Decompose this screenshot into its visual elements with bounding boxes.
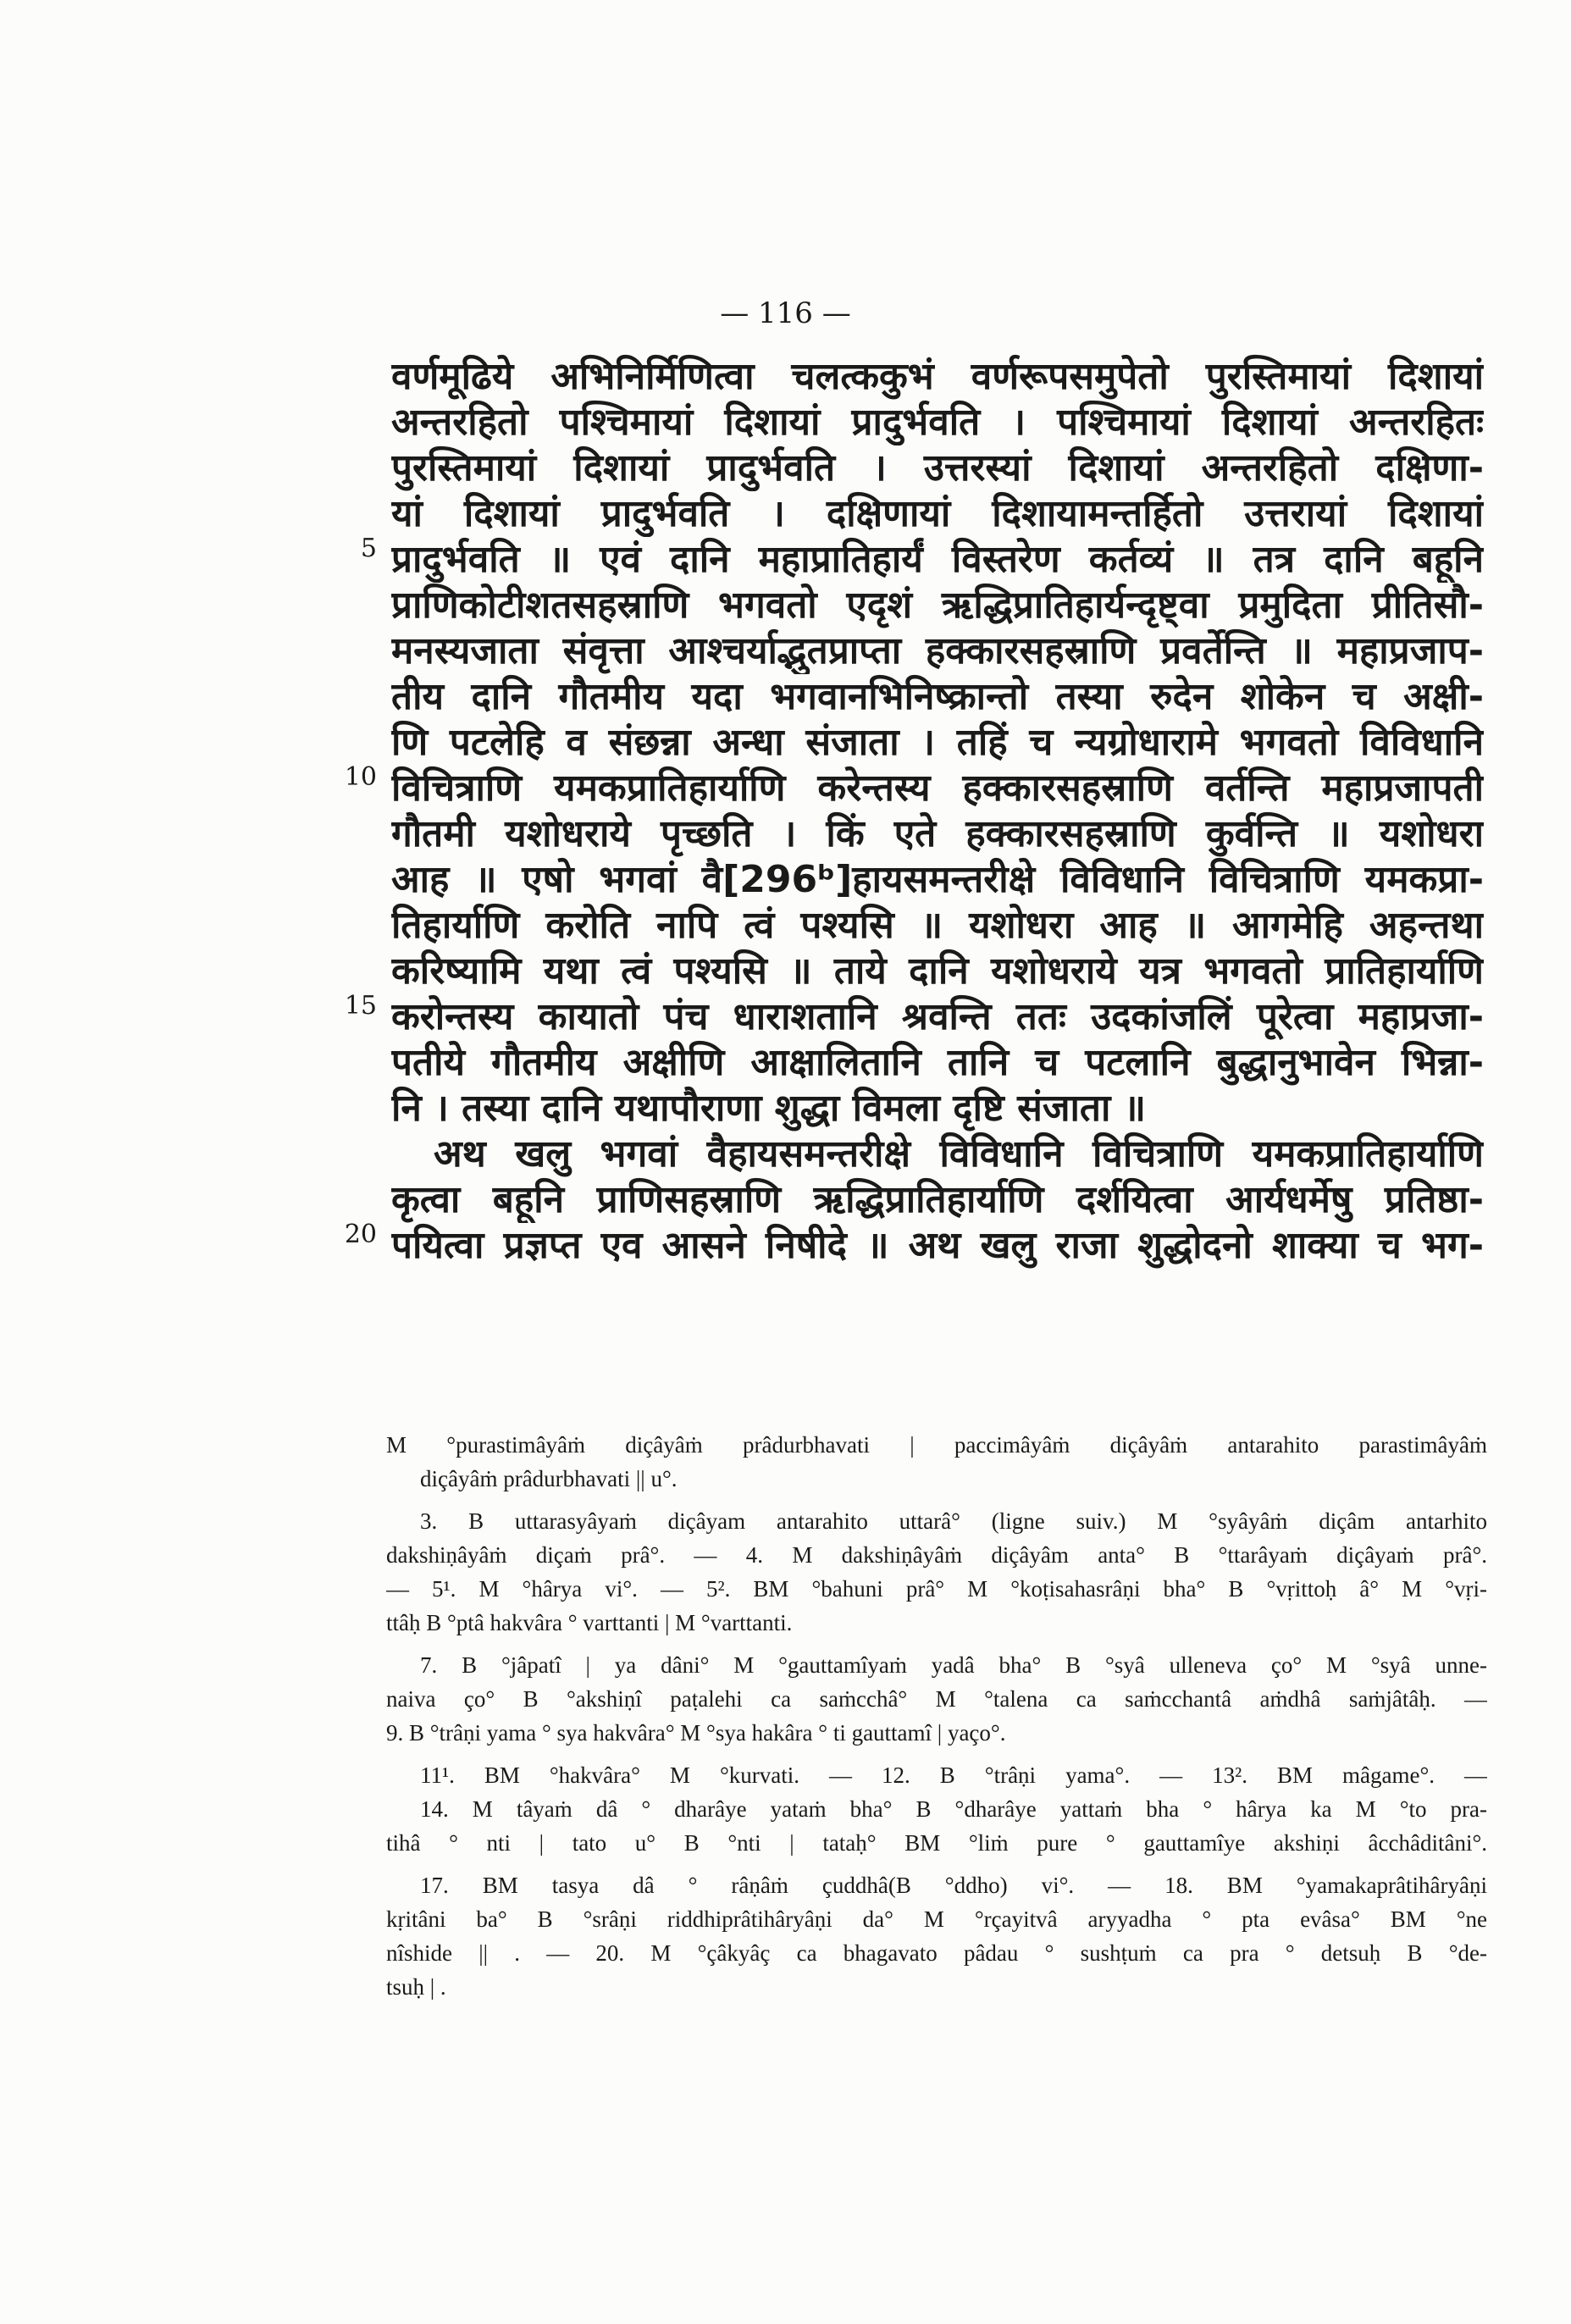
footnote-line: tihâ ° nti | tato u° B °nti | tataḥ° BM °liṁ pure ° gauttamîye akshiṇi âcchâditâni°.	[386, 1830, 1487, 1856]
footnote-line: naiva ço° B °akshiṇî paṭalehi ca saṁcchâ° M °talena ca saṁcchantâ aṁdhâ saṁjâtâḥ. —	[386, 1686, 1487, 1712]
footnote-line: 17. BM tasya dâ ° râṇâṁ çuddhâ(B °ddho) vi°. — 18. BM °yamakaprâtihâryâṇi	[420, 1873, 1487, 1898]
text-line-5: प्रादुर्भवति ॥ एवं दानि महाप्रातिहार्यं विस्तरेण कर्तव्यं ॥ तत्र दानि बहूनि	[391, 538, 1484, 581]
page-number: — 116 —	[720, 296, 851, 330]
footnote-line: diçâyâṁ prâdurbhavati || u°.	[420, 1466, 678, 1491]
footnote-line: 14. M tâyaṁ dâ ° dharâye yataṁ bha° B °dharâye yattaṁ bha ° hârya ka M °to pra-	[420, 1796, 1487, 1822]
text-line-13: तिहार्याणि करोति नापि त्वं पश्यसि ॥ यशोधरा आह ॥ आगमेहि अहन्तथा	[391, 904, 1484, 947]
text-line-14: करिष्यामि यथा त्वं पश्यसि ॥ ताये दानि यशोधराये यत्र भगवतो प्रातिहार्याणि	[391, 949, 1484, 993]
text-line-15: करोन्तस्य कायातो पंच धाराशतानि श्रवन्ति ततः उदकांजलिं पूरेत्वा महाप्रजा-	[391, 995, 1484, 1038]
sanskrit-text-block	[391, 354, 1484, 1269]
text-line-11: गौतमी यशोधराये पृच्छति । किं एते हक्कारसहस्राणि कुर्वन्ति ॥ यशोधरा	[391, 812, 1484, 855]
text-line-12: आह ॥ एषो भगवां वै[296ᵇ]हायसमन्तरीक्षे विविधानि विचित्राणि यमकप्रा-	[391, 858, 1484, 901]
text-line-19: कृत्वा बहूनि प्राणिसहस्राणि ऋद्धिप्रातिहार्याणि दर्शयित्वा आर्यधर्मेषु प्रतिष्ठा-	[391, 1178, 1484, 1221]
footnote-line: dakshiṇâyâṁ diçaṁ prâ°. — 4. M dakshiṇâyâṁ diçâyâm anta° B °ttarâyaṁ diçâyaṁ prâ°.	[386, 1542, 1487, 1568]
text-line-9: णि पटलेहि व संछन्ना अन्धा संजाता । तहिं च न्यग्रोधारामे भगवतो विविधानि	[391, 721, 1484, 764]
footnote-line: 3. B uttarasyâyaṁ diçâyam antarahito uttarâ° (ligne suiv.) M °syâyâṁ diçâm antarhito	[420, 1508, 1487, 1534]
text-line-2: अन्तरहितो पश्चिमायां दिशायां प्रादुर्भवति । पश्चिमायां दिशायां अन्तरहितः	[391, 401, 1484, 444]
line-number-15: 15	[344, 991, 377, 1021]
footnote-line: nîshide || . — 20. M °çâkyâç ca bhagavato pâdau ° sushṭuṁ ca pra ° detsuḥ B °de-	[386, 1940, 1487, 1966]
footnote-line: 7. B °jâpatî | ya dâni° M °gauttamîyaṁ yadâ bha° B °syâ ulleneva ço° M °syâ unne-	[420, 1652, 1487, 1678]
line-number-20: 20	[344, 1220, 377, 1249]
text-line-3: पुरस्तिमायां दिशायां प्रादुर्भवति । उत्तरस्यां दिशायां अन्तरहितो दक्षिणा-	[391, 446, 1484, 490]
text-line-10: विचित्राणि यमकप्रातिहार्याणि करेन्तस्य हक्कारसहस्राणि वर्तन्ति महाप्रजापती	[391, 766, 1484, 810]
text-line-17: नि । तस्या दानि यथापौराणा शुद्धा विमला दृष्टि संजाता ॥	[391, 1087, 1147, 1130]
text-line-16: पतीये गौतमीय अक्षीणि आक्षालितानि तानि च पटलानि बुद्धानुभावेन भिन्ना-	[391, 1041, 1484, 1084]
footnote-line: ttâḥ B °ptâ hakvâra ° varttanti | M °varttanti.	[386, 1610, 793, 1635]
footnotes-block	[386, 1428, 1487, 2004]
text-line-8: तीय दानि गौतमीय यदा भगवानभिनिष्क्रान्तो तस्या रुदेन शोकेन च अक्षी-	[391, 675, 1484, 718]
footnote-line: tsuḥ | .	[386, 1974, 446, 2000]
text-line-4: यां दिशायां प्रादुर्भवति । दक्षिणायां दिशायामन्तर्हितो उत्तरायां दिशायां	[391, 492, 1484, 535]
footnote-line: 9. B °trâṇi yama ° sya hakvâra° M °sya hakâra ° ti gauttamî | yaço°.	[386, 1720, 1006, 1746]
footnote-line: M °purastimâyâṁ diçâyâṁ prâdurbhavati | paccimâyâṁ diçâyâṁ antarahito parastimâyâṁ	[386, 1432, 1487, 1458]
text-line-6: प्राणिकोटीशतसहस्राणि भगवतो एदृशं ऋद्धिप्रातिहार्यन्दृष्ट्वा प्रमुदिता प्रीतिसौ-	[391, 584, 1484, 627]
footnote-line: 11¹. BM °hakvâra° M °kurvati. — 12. B °trâṇi yama°. — 13². BM mâgame°. —	[420, 1762, 1487, 1788]
footnote-line: — 5¹. M °hârya vi°. — 5². BM °bahuni prâ° M °koṭisahasrâṇi bha° B °vṛittoḥ â° M °vṛi-	[386, 1576, 1487, 1602]
text-line-1: वर्णमूढिये अभिनिर्मिणित्वा चलत्ककुभं वर्णरूपसमुपेतो पुरस्तिमायां दिशायां	[391, 355, 1484, 398]
text-line-20: पयित्वा प्रज्ञप्त एव आसने निषीदे ॥ अथ खलु राजा शुद्धोदनो शाक्या च भग-	[391, 1224, 1484, 1267]
line-number-5: 5	[360, 534, 377, 563]
text-line-7: मनस्यजाता संवृत्ता आश्चर्याद्भुतप्राप्ता हक्कारसहस्राणि प्रवर्तेन्ति ॥ महाप्रजाप-	[391, 629, 1484, 672]
footnote-line: kṛitâni ba° B °srâṇi riddhiprâtihâryâṇi da° M °rçayitvâ aryyadha ° pta evâsa° BM °ne	[386, 1906, 1487, 1932]
text-line-18: अथ खलु भगवां वैहायसमन्तरीक्षे विविधानि विचित्राणि यमकप्रातिहार्याणि	[434, 1132, 1484, 1176]
line-number-10: 10	[344, 762, 377, 792]
